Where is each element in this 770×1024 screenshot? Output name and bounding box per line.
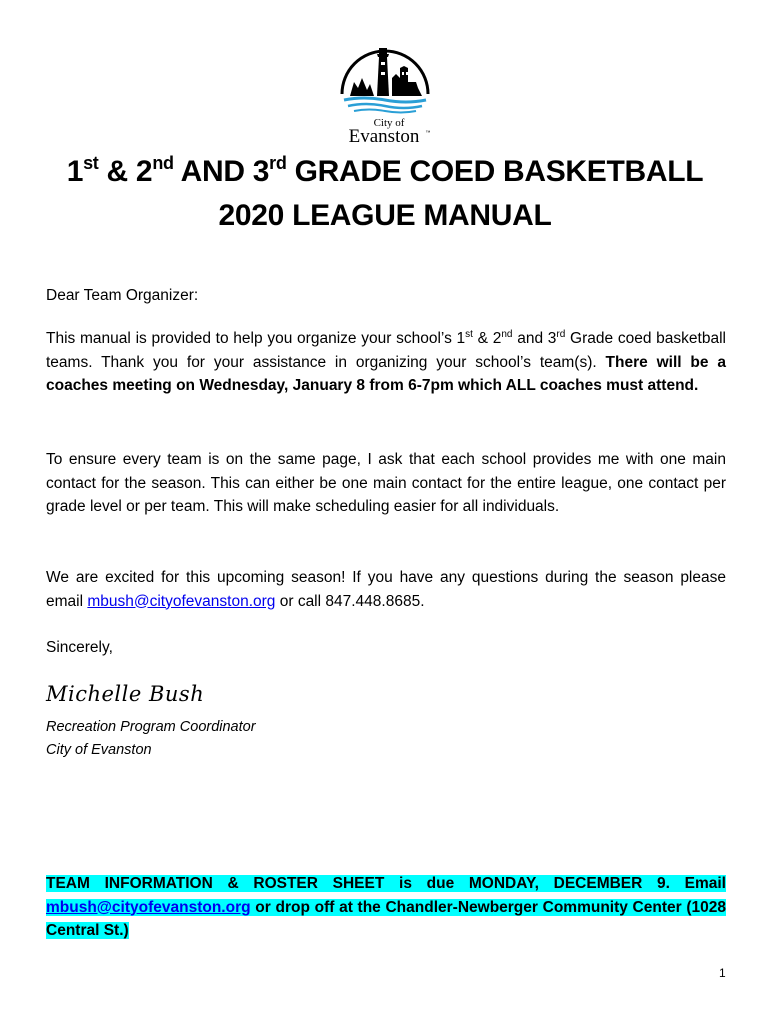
coaches-meeting-notice: There will be a coaches meeting on Wednesday, January 8 from 6-7pm which ALL coaches must attend. xyxy=(46,353,727,394)
closing: Sincerely, xyxy=(46,639,113,656)
greeting: Dear Team Organizer: xyxy=(46,287,199,304)
questions-paragraph: We are excited for this upcoming season! If you have any questions during the season please email mbush@cityofevanston.org or call 847.448.8685. xyxy=(46,569,726,610)
signatory-block xyxy=(46,716,256,762)
signatory-title: Recreation Program Coordinator xyxy=(46,719,256,735)
title-line-2: 2020 LEAGUE MANUAL xyxy=(218,199,552,232)
city-of-evanston-logo xyxy=(336,38,434,150)
roster-deadline-notice: TEAM INFORMATION & ROSTER SHEET is due MONDAY, DECEMBER 9. Email mbush@cityofevanston.org or drop off at the Chandler-Newberger Community Center (1028 Central St.) xyxy=(46,875,726,939)
signature: Michelle Bush xyxy=(46,682,205,706)
notice-email-link[interactable]: mbush@cityofevanston.org xyxy=(46,898,251,916)
signatory-organization: City of Evanston xyxy=(46,742,152,758)
document-title xyxy=(20,150,750,238)
email-link[interactable]: mbush@cityofevanston.org xyxy=(87,592,276,610)
logo-trademark: ™ xyxy=(425,130,431,136)
contact-paragraph: To ensure every team is on the same page, I ask that each school provides me with one main contact for the season. This can either be one main contact for the entire league, one contact per grade level or per team. This will make scheduling easier for all individuals. xyxy=(46,451,726,515)
page-number: 1 xyxy=(719,966,726,980)
lighthouse-logo-icon xyxy=(336,38,434,150)
logo-city-of-text: City of xyxy=(373,117,405,129)
intro-paragraph: This manual is provided to help you organize your school’s 1st & 2nd and 3rd Grade coed basketball teams. Thank you for your assistance in organizing your school’s team(s). There will be a coaches meeting on Wednesday, January 8 from 6-7pm which ALL coaches must attend. xyxy=(46,329,727,394)
title-line-1: 1st & 2nd AND 3rd GRADE COED BASKETBALL xyxy=(66,153,704,188)
logo-evanston-text: Evanston xyxy=(348,126,420,147)
